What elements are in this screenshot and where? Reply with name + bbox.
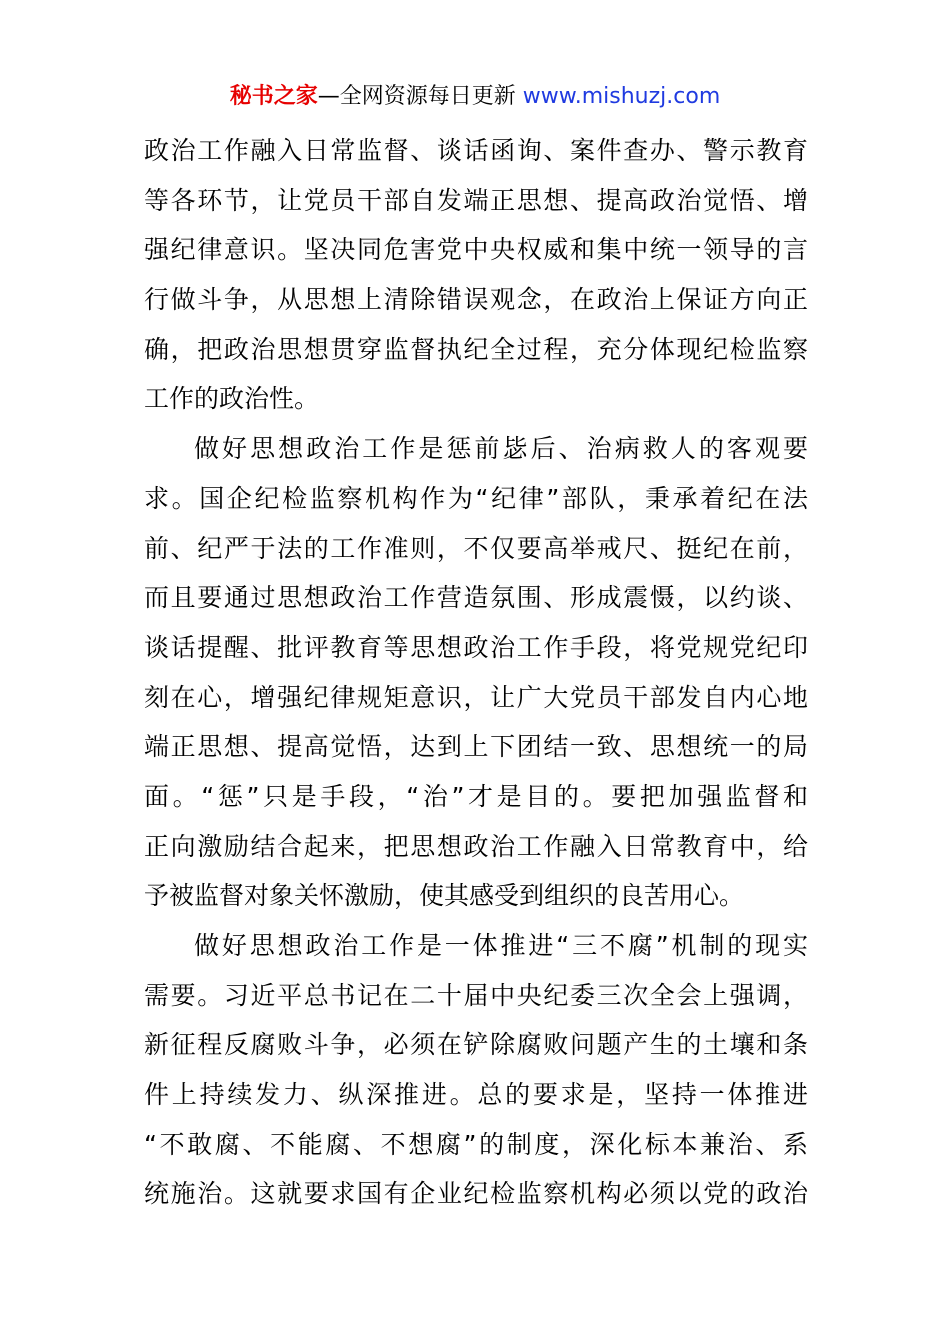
text-line: 前、纪严于法的工作准则，不仅要高举戒尺、挺纪在前， (144, 533, 808, 563)
text-line: 强纪律意识。坚决同危害党中央权威和集中统一领导的言 (144, 235, 808, 265)
text-line: 刻在心，增强纪律规矩意识，让广大党员干部发自内心地 (144, 682, 808, 712)
text-line: 等各环节，让党员干部自发端正思想、提高政治觉悟、增 (144, 185, 808, 215)
text-line: 端正思想、提高觉悟，达到上下团结一致、思想统一的局 (144, 732, 808, 762)
text-line: 新征程反腐败斗争，必须在铲除腐败问题产生的土壤和条 (144, 1030, 808, 1060)
text-line: 予被监督对象关怀激励，使其感受到组织的良苦用心。 (144, 881, 745, 911)
text-line: 求。国企纪检监察机构作为“纪律”部队，秉承着纪在法 (144, 483, 808, 513)
text-line: 谈话提醒、批评教育等思想政治工作手段，将党规党纪印 (144, 632, 808, 662)
text-line: 需要。习近平总书记在二十届中央纪委三次全会上强调， (144, 980, 808, 1010)
document-body (144, 126, 808, 1219)
page-header (0, 82, 950, 112)
site-brand: 秘书之家 (229, 84, 318, 109)
text-line: 确，把政治思想贯穿监督执纪全过程，充分体现纪检监察 (144, 334, 808, 364)
site-tagline: —全网资源每日更新 (317, 84, 523, 109)
text-line: 件上持续发力、纵深推进。总的要求是，坚持一体推进 (144, 1080, 808, 1110)
text-line: 面。“惩”只是手段，“治”才是目的。要把加强监督和 (144, 781, 808, 811)
site-url-link[interactable]: www.mishuzj.com (522, 84, 721, 109)
text-line: 正向激励结合起来，把思想政治工作融入日常教育中，给 (144, 831, 808, 861)
text-line: 而且要通过思想政治工作营造氛围、形成震慑，以约谈、 (144, 583, 808, 613)
text-line: 行做斗争，从思想上清除错误观念，在政治上保证方向正 (144, 285, 808, 315)
text-line: 工作的政治性。 (144, 384, 320, 414)
text-line: 政治工作融入日常监督、谈话函询、案件查办、警示教育 (144, 136, 808, 165)
text-line: 统施治。这就要求国有企业纪检监察机构必须以党的政治 (144, 1179, 808, 1209)
text-line: “不敢腐、不能腐、不想腐”的制度，深化标本兼治、系 (144, 1129, 808, 1159)
paragraph-start-line: 做好思想政治工作是惩前毖后、治病救人的客观要 (194, 434, 808, 464)
paragraph-start-line: 做好思想政治工作是一体推进“三不腐”机制的现实 (194, 931, 808, 960)
